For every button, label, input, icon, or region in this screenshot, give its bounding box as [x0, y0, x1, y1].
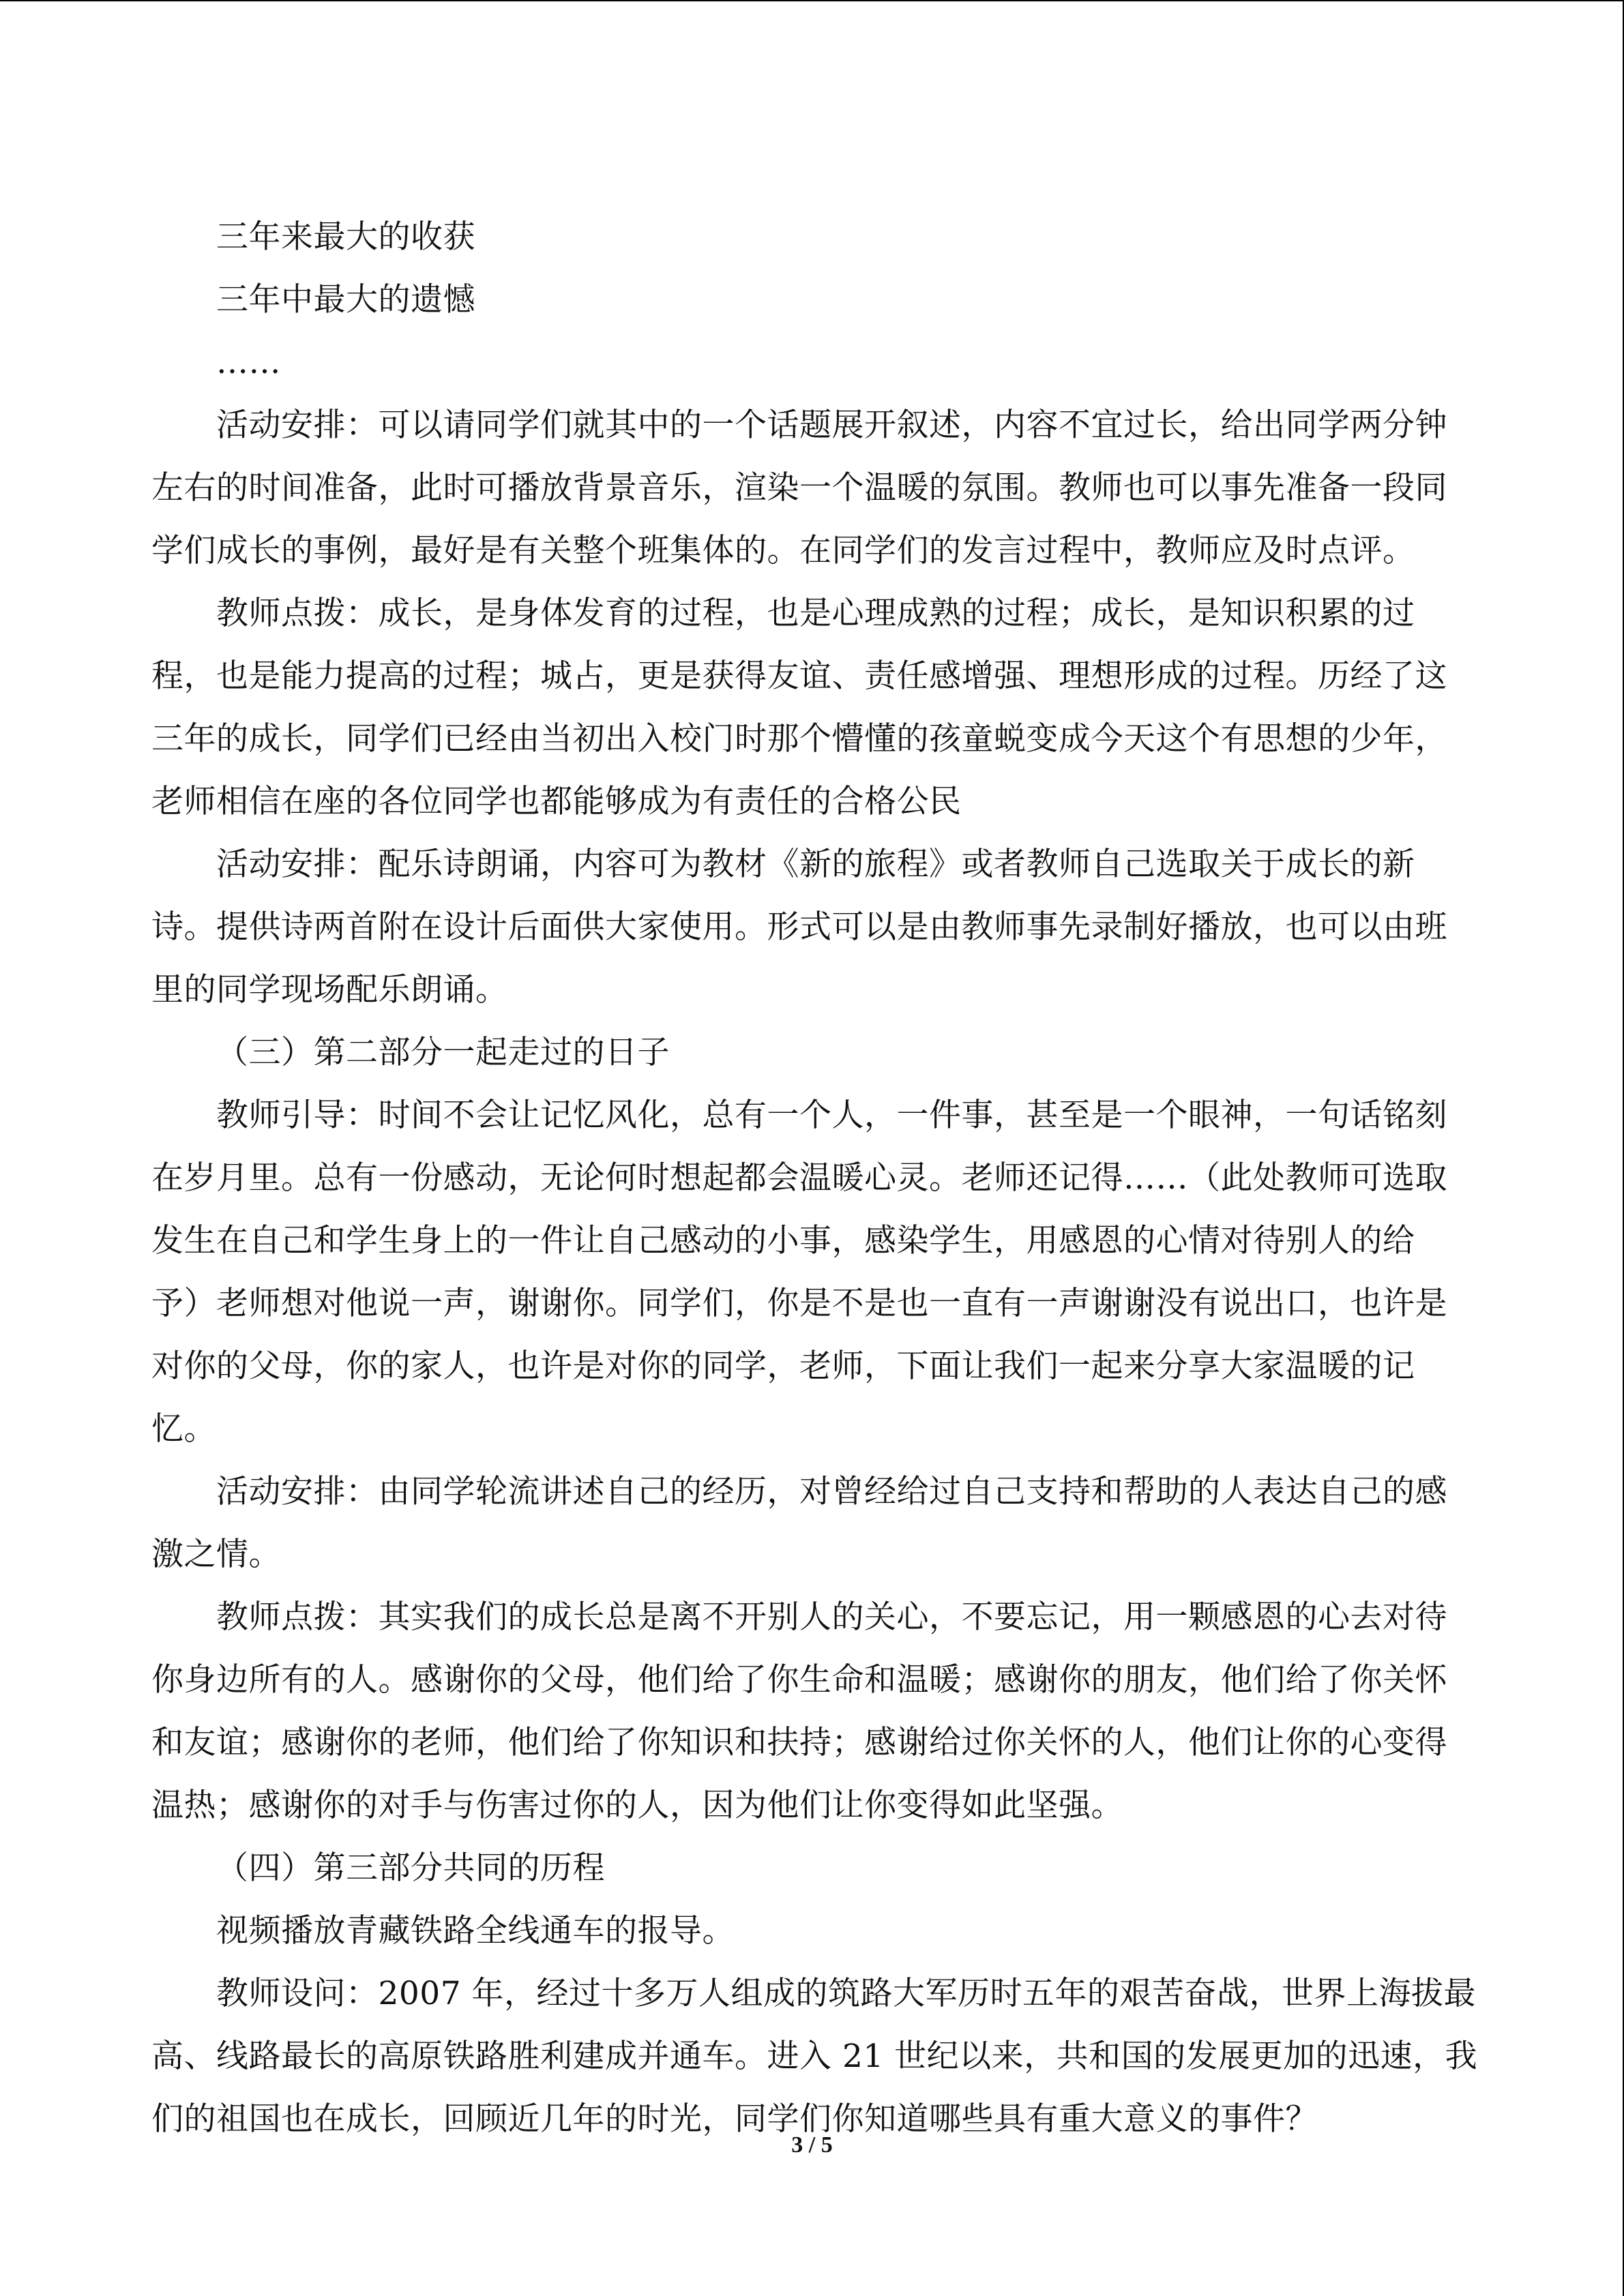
text-line: 高、线路最长的高原铁路胜利建成并通车。进入 21 世纪以来，共和国的发展更加的迅速，我 [151, 2038, 1478, 2075]
text-line: 教师点拨：成长，是身体发育的过程，也是心理成熟的过程；成长，是知识积累的过 [216, 595, 1415, 632]
text-line: 予）老师想对他说一声，谢谢你。同学们，你是不是也一直有一声谢谢没有说出口，也许是 [151, 1285, 1447, 1322]
text-line: 三年中最大的遗憾 [216, 281, 475, 318]
text-line: 诗。提供诗两首附在设计后面供大家使用。形式可以是由教师事先录制好播放，也可以由班 [151, 908, 1447, 946]
text-line: 里的同学现场配乐朗诵。 [151, 971, 508, 1009]
text-line: 们的祖国也在成长，回顾近几年的时光，同学们你知道哪些具有重大意义的事件？ [151, 2100, 1318, 2138]
document-body [151, 206, 1488, 2151]
text-line: 视频播放青藏铁路全线通车的报导。 [216, 1912, 735, 1950]
text-line: 你身边所有的人。感谢你的父母，他们给了你生命和温暖；感谢你的朋友，他们给了你关怀 [151, 1661, 1447, 1699]
text-line: 活动安排：配乐诗朗诵，内容可为教材《新的旅程》或者教师自己选取关于成长的新 [216, 846, 1415, 883]
text-line: 对你的父母，你的家人，也许是对你的同学，老师，下面让我们一起来分享大家温暖的记 [151, 1347, 1415, 1385]
text-line: 温热；感谢你的对手与伤害过你的人，因为他们让你变得如此坚强。 [151, 1787, 1123, 1824]
text-line: 学们成长的事例，最好是有关整个班集体的。在同学们的发言过程中，教师应及时点评。 [151, 532, 1415, 569]
text-line: …… [216, 344, 281, 381]
text-line: 激之情。 [151, 1536, 281, 1573]
text-line: 和友谊；感谢你的老师，他们给了你知识和扶持；感谢给过你关怀的人，他们让你的心变得 [151, 1724, 1447, 1761]
text-line: 教师点拨：其实我们的成长总是离不开别人的关心，不要忘记，用一颗感恩的心去对待 [216, 1598, 1447, 1636]
text-line: 活动安排：可以请同学们就其中的一个话题展开叙述，内容不宜过长，给出同学两分钟 [216, 406, 1447, 444]
text-line: （四）第三部分共同的历程 [216, 1849, 605, 1887]
text-line: 在岁月里。总有一份感动，无论何时想起都会温暖心灵。老师还记得……（此处教师可选取 [151, 1159, 1447, 1197]
text-line: 教师设问：2007 年，经过十多万人组成的筑路大军历时五年的艰苦奋战，世界上海拔最 [216, 1975, 1477, 2012]
text-line: （三）第二部分一起走过的日子 [216, 1034, 670, 1071]
text-line: 发生在自己和学生身上的一件让自己感动的小事，感染学生，用感恩的心情对待别人的给 [151, 1222, 1415, 1259]
text-line: 左右的时间准备，此时可播放背景音乐，渲染一个温暖的氛围。教师也可以事先准备一段同 [151, 469, 1447, 507]
text-line: 教师引导：时间不会让记忆风化，总有一个人，一件事，甚至是一个眼神，一句话铭刻 [216, 1097, 1447, 1134]
page-number: 3 / 5 [791, 2132, 833, 2158]
text-line: 忆。 [151, 1410, 216, 1448]
text-line: 三年来最大的收获 [216, 218, 475, 256]
text-line: 老师相信在座的各位同学也都能够成为有责任的合格公民 [151, 783, 962, 820]
text-line: 程，也是能力提高的过程；城占，更是获得友谊、责任感增强、理想形成的过程。历经了这 [151, 657, 1447, 695]
text-line: 活动安排：由同学轮流讲述自己的经历，对曾经给过自己支持和帮助的人表达自己的感 [216, 1473, 1447, 1510]
text-line: 三年的成长，同学们已经由当初出入校门时那个懵懂的孩童蜕变成今天这个有思想的少年， [151, 720, 1447, 758]
